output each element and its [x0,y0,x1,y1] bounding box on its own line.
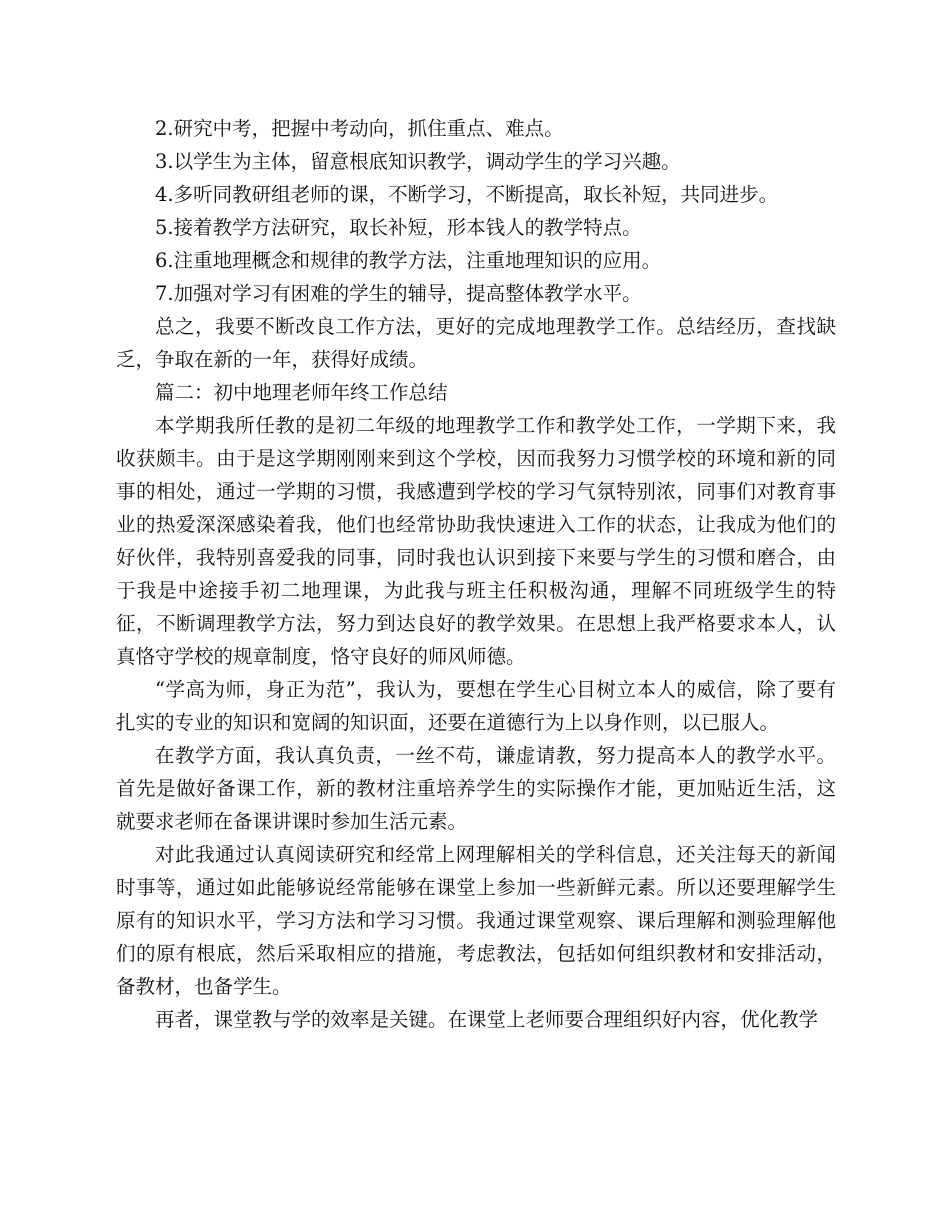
paragraph-research: 对此我通过认真阅读研究和经常上网理解相关的学科信息，还关注每天的新闻时事等，通过如此能够说经常能够在课堂上参加一些新鲜元素。所以还要理解学生原有的知识水平，学习方法和学习习惯。我通过课堂观察、课后理解和测验理解他们的原有根底，然后采取相应的措施，考虑教法，包括如何组织教材和安排活动，备教材，也备学生。 [116,843,836,998]
paragraph-item-4: 4.多听同教研组老师的课，不断学习，不断提高，取长补短，共同进步。 [155,183,779,206]
paragraph-quote: “学高为师，身正为范”，我认为，要想在学生心目树立本人的威信，除了要有扎实的专业的知识和宽阔的知识面，还要在道德行为上以身作则，以已服人。 [116,678,836,734]
paragraph-item-5: 5.接着教学方法研究，取长补短，形本钱人的教学特点。 [155,216,642,239]
paragraph-item-3: 3.以学生为主体，留意根底知识教学，调动学生的学习兴趣。 [155,150,681,173]
section-heading: 篇二：初中地理老师年终工作总结 [155,381,448,404]
paragraph-summary: 总之，我要不断改良工作方法，更好的完成地理教学工作。总结经历，查找缺乏，争取在新的一年，获得好成绩。 [116,315,836,371]
paragraph-efficiency: 再者，课堂教与学的效率是关键。在课堂上老师要合理组织好内容，优化教学 [155,1008,819,1031]
document-body [116,112,836,1036]
paragraph-teaching: 在教学方面，我认真负责，一丝不苟，谦虚请教，努力提高本人的教学水平。首先是做好备课工作，新的教材注重培养学生的实际操作才能，更加贴近生活，这就要求老师在备课讲课时参加生活元素。 [116,744,836,833]
paragraph-item-2: 2.研究中考，把握中考动向，抓住重点、难点。 [155,117,564,140]
paragraph-intro: 本学期我所任教的是初二年级的地理教学工作和教学处工作，一学期下来，我收获颇丰。由于是这学期刚刚来到这个学校，因而我努力习惯学校的环境和新的同事的相处，通过一学期的习惯，我感遭到学校的学习气氛特别浓，同事们对教育事业的热爱深深感染着我，他们也经常协助我快速进入工作的状态，让我成为他们的好伙伴，我特别喜爱我的同事，同时我也认识到接下来要与学生的习惯和磨合，由于我是中途接手初二地理课，为此我与班主任积极沟通，理解不同班级学生的特征，不断调理教学方法，努力到达良好的教学效果。在思想上我严格要求本人，认真恪守学校的规章制度，恪守良好的师风师德。 [116,414,836,668]
paragraph-item-6: 6.注重地理概念和规律的教学方法，注重地理知识的应用。 [155,249,662,272]
paragraph-item-7: 7.加强对学习有困难的学生的辅导，提高整体教学水平。 [155,282,642,305]
